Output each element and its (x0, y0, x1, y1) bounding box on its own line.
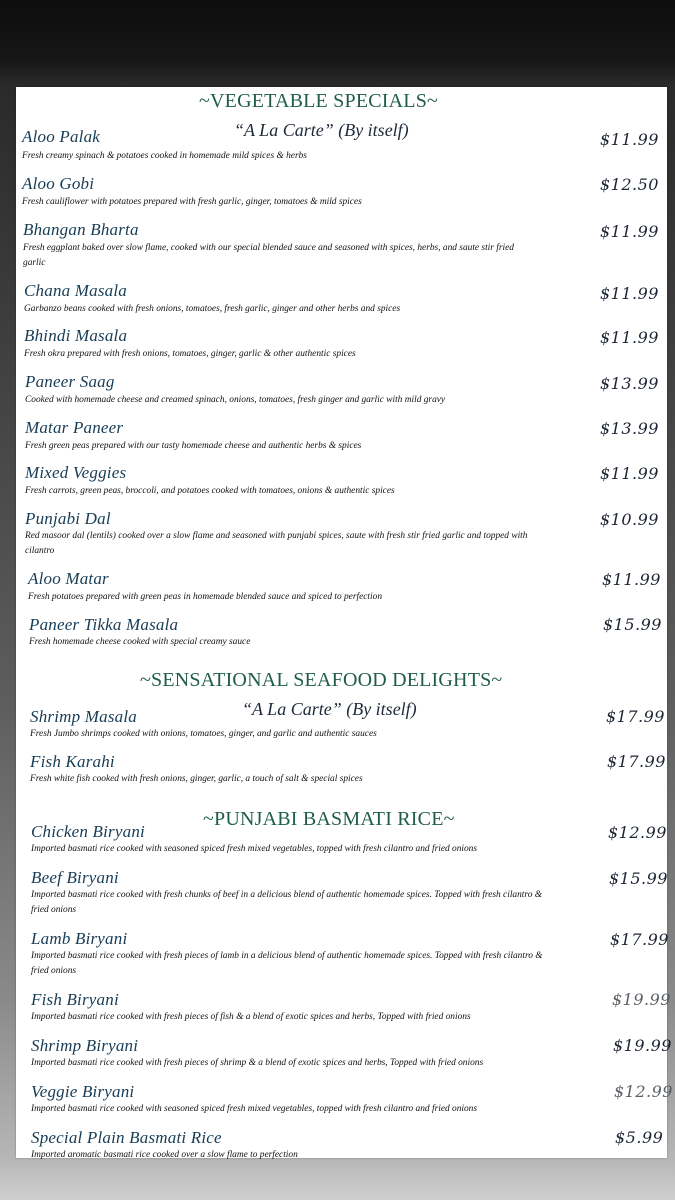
item-price: $10.99 (600, 510, 659, 529)
item-description: Fresh green peas prepared with our tasty homemade cheese and authentic herbs & spices (25, 441, 362, 451)
item-name: Bhindi Masala (24, 326, 128, 345)
item-description: Cooked with homemade cheese and creamed spinach, onions, tomatoes, fresh ginger and garlic with mild gravy (25, 395, 446, 405)
item-description: Fresh creamy spinach & potatoes cooked in homemade mild spices & herbs (22, 151, 307, 161)
item-description: Fresh potatoes prepared with green peas in homemade blended sauce and spiced to perfection (28, 592, 383, 602)
item-price: $13.99 (600, 374, 659, 393)
item-price: $12.50 (600, 175, 659, 194)
section-subtitle-seafood: “A La Carte” (By itself) (242, 699, 417, 719)
item-name: Special Plain Basmati Rice (31, 1128, 222, 1147)
item-name: Aloo Palak (22, 127, 101, 146)
item-name: Fish Karahi (30, 752, 115, 771)
item-price: $15.99 (609, 869, 668, 888)
item-description: Fresh carrots, green peas, broccoli, and potatoes cooked with tomatoes, onions & authentic spices (25, 486, 395, 496)
item-price: $17.99 (606, 707, 665, 726)
item-name: Veggie Biryani (31, 1082, 135, 1101)
section-subtitle-vegetable: “A La Carte” (By itself) (234, 120, 409, 140)
item-price: $11.99 (600, 284, 659, 303)
section-title-rice: ~PUNJABI BASMATI RICE~ (203, 808, 455, 830)
item-name: Chana Masala (24, 281, 127, 300)
item-price: $5.99 (615, 1128, 664, 1147)
item-description: Fresh white fish cooked with fresh onions, ginger, garlic, a touch of salt & special spices (30, 774, 363, 784)
item-name: Shrimp Masala (30, 707, 137, 726)
item-description: Imported aromatic basmati rice cooked over a slow flame to perfection (31, 1150, 298, 1160)
item-description: Imported basmati rice cooked with seasoned spiced fresh mixed vegetables, topped with fresh cilantro and fried onions (31, 844, 478, 854)
item-name: Lamb Biryani (31, 929, 128, 948)
item-price: $15.99 (603, 615, 662, 634)
item-price: $11.99 (600, 464, 659, 483)
item-price: $13.99 (600, 419, 659, 438)
item-price: $17.99 (607, 752, 666, 771)
item-description: Imported basmati rice cooked with fresh pieces of shrimp & a blend of exotic spices and herbs, Topped with fried onions (31, 1058, 484, 1068)
item-name: Paneer Tikka Masala (29, 615, 179, 634)
item-description: Imported basmati rice cooked with fresh pieces of lamb in a delicious blend of authentic homemade spices. Topped with fresh cilantro & fried onions (31, 951, 543, 976)
item-price: $17.99 (610, 930, 669, 949)
item-price: $12.99 (608, 823, 667, 842)
item-price: $11.99 (600, 222, 659, 241)
item-description: Fresh cauliflower with potatoes prepared with fresh garlic, ginger, tomatoes & mild spices (22, 197, 362, 207)
item-name: Bhangan Bharta (23, 220, 139, 239)
item-name: Paneer Saag (25, 372, 115, 391)
item-name: Aloo Gobi (22, 174, 95, 193)
item-description: Fresh eggplant baked over slow flame, cooked with our special blended sauce and seasoned with spices, herbs, and saute stir fried garlic (23, 243, 514, 268)
section-title-vegetable: ~VEGETABLE SPECIALS~ (199, 90, 439, 112)
item-name: Matar Paneer (25, 418, 124, 437)
menu-page (16, 87, 673, 1160)
item-name: Aloo Matar (28, 569, 109, 588)
item-description: Imported basmati rice cooked with fresh chunks of beef in a delicious blend of authentic homemade spices. Topped with fresh cilantro & fried onions (31, 890, 543, 915)
item-price: $11.99 (600, 130, 659, 149)
item-price: $12.99 (614, 1082, 673, 1101)
item-name: Punjabi Dal (25, 509, 111, 528)
item-price: $11.99 (602, 570, 661, 589)
item-description: Imported basmati rice cooked with seasoned spiced fresh mixed vegetables, topped with fresh cilantro and fried onions (31, 1104, 478, 1114)
item-name: Shrimp Biryani (31, 1036, 139, 1055)
item-description: Fresh homemade cheese cooked with special creamy sauce (29, 637, 251, 647)
item-name: Chicken Biryani (31, 822, 145, 841)
item-price: $19.99 (612, 990, 671, 1009)
item-price: $19.99 (613, 1036, 672, 1055)
section-title-seafood: ~SENSATIONAL SEAFOOD DELIGHTS~ (140, 669, 503, 691)
item-price: $11.99 (600, 328, 659, 347)
item-description: Garbanzo beans cooked with fresh onions, tomatoes, fresh garlic, ginger and other herbs and spices (24, 304, 401, 314)
item-description: Fresh okra prepared with fresh onions, tomatoes, ginger, garlic & other authentic spices (24, 349, 356, 359)
item-name: Beef Biryani (31, 868, 119, 887)
item-description: Red masoor dal (lentils) cooked over a slow flame and seasoned with punjabi spices, saute with fresh stir fried garlic and topped with cilantro (25, 531, 528, 556)
item-name: Fish Biryani (31, 990, 119, 1009)
item-description: Imported basmati rice cooked with fresh pieces of fish & a blend of exotic spices and herbs, Topped with fried onions (31, 1012, 471, 1022)
item-name: Mixed Veggies (25, 463, 127, 482)
item-description: Fresh Jumbo shrimps cooked with onions, tomatoes, ginger, and garlic and authentic sauces (30, 729, 377, 739)
